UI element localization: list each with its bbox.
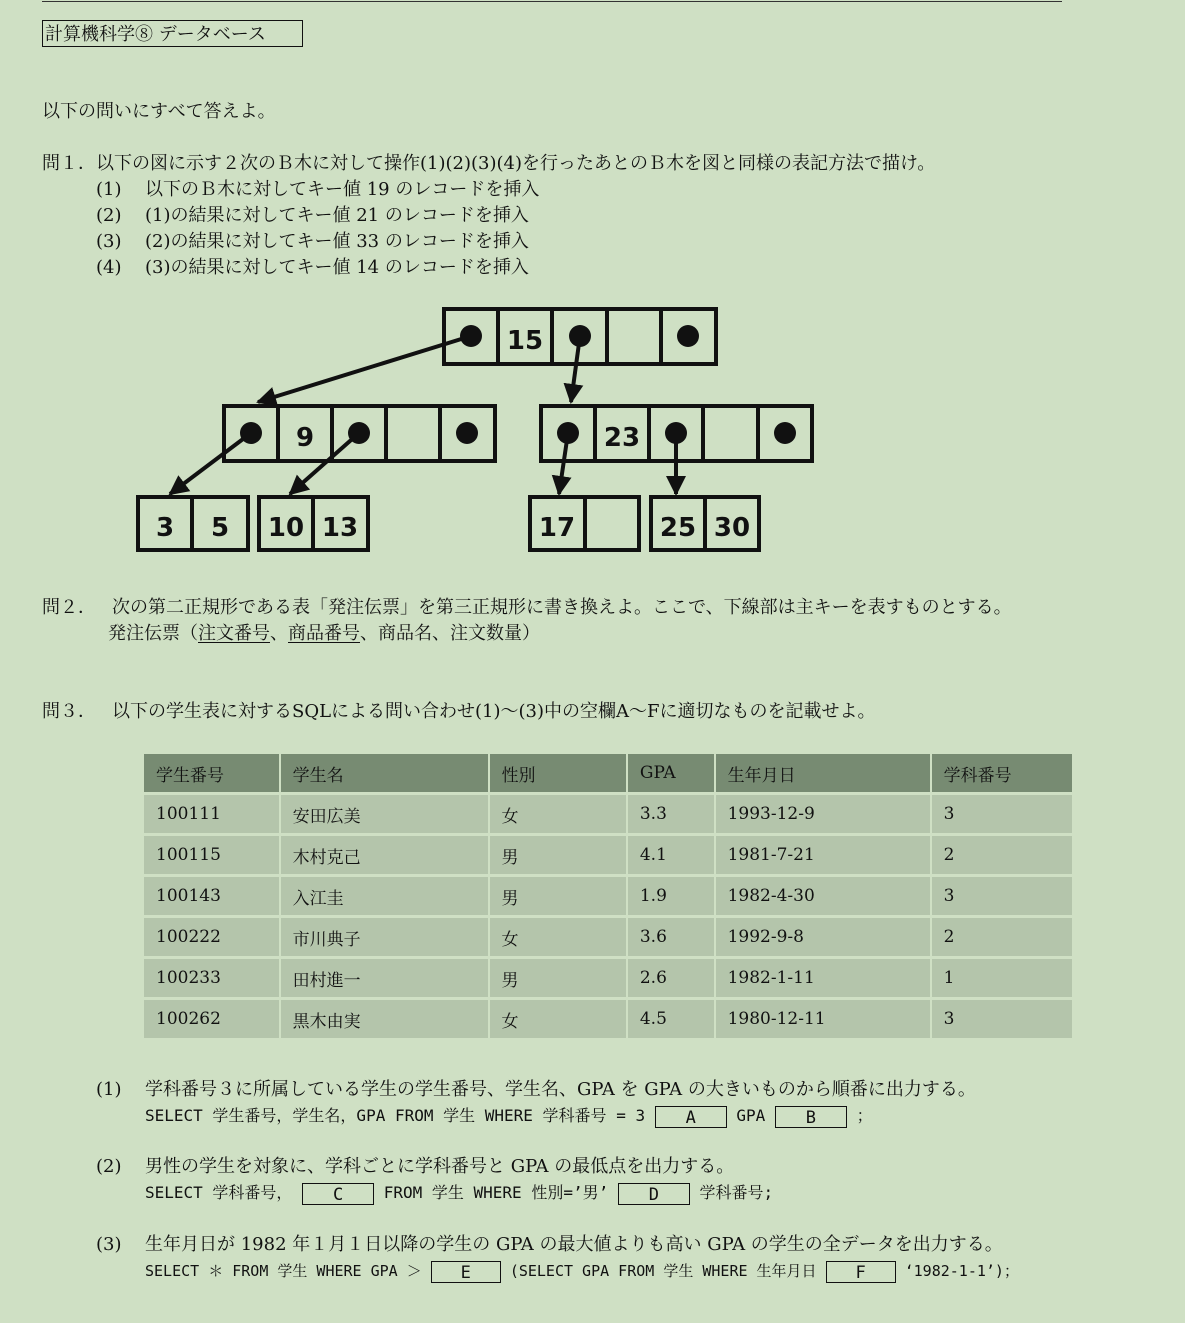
pointer-dot xyxy=(665,422,687,444)
pk-attr-1: 注文番号 xyxy=(198,623,270,644)
cell: 市川典子 xyxy=(281,918,488,956)
node9-key-1: 9 xyxy=(295,423,315,453)
table-row xyxy=(144,959,1072,997)
q2-text: 次の第二正規形である表「発注伝票」を第三正規形に書き換えよ。ここで、下線部は主キーを表すものとする。 xyxy=(112,597,1012,618)
sql1-part2: GPA xyxy=(736,1106,766,1125)
leaf1-key-1: 3 xyxy=(155,513,175,543)
leaf1-key-2: 5 xyxy=(210,513,230,543)
cell: 2 xyxy=(932,918,1072,956)
cell: 2 xyxy=(932,836,1072,874)
cell: 1980-12-11 xyxy=(716,1000,930,1038)
q1-item-1-text: 以下のＢ木に対してキー値 19 のレコードを挿入 xyxy=(145,179,540,200)
cell: 1981-7-21 xyxy=(716,836,930,874)
pk-attr-2: 商品番号 xyxy=(288,623,360,644)
cell: 男 xyxy=(490,836,626,874)
separator: 、 xyxy=(360,623,378,644)
sql2-desc: 男性の学生を対象に、学科ごとに学科番号と GPA の最低点を出力する。 xyxy=(145,1156,735,1177)
cell: 3 xyxy=(932,1000,1072,1038)
relation-close: ） xyxy=(522,623,540,644)
leaf2-key-2: 13 xyxy=(321,513,359,543)
pointer-dot xyxy=(774,422,796,444)
q1-item-4-num: (4) xyxy=(96,257,122,278)
blank-d: D xyxy=(618,1183,690,1205)
cell: 3 xyxy=(932,877,1072,915)
relation-name: 発注伝票 xyxy=(108,623,180,644)
cell: 100111 xyxy=(144,795,279,833)
blank-f: F xyxy=(826,1261,896,1283)
cell: 100233 xyxy=(144,959,279,997)
separator: 、 xyxy=(432,623,450,644)
table-row xyxy=(144,1000,1072,1038)
cell: 1982-4-30 xyxy=(716,877,930,915)
cell: 100262 xyxy=(144,1000,279,1038)
pointer-dot xyxy=(569,325,591,347)
cell: 男 xyxy=(490,959,626,997)
cell: 女 xyxy=(490,918,626,956)
col-header: GPA xyxy=(628,754,714,792)
sql1-desc: 学科番号３に所属している学生の学生番号、学生名、GPA を GPA の大きいものから順番に出力する。 xyxy=(145,1079,976,1100)
sql3-part2: (SELECT GPA FROM 学生 WHERE 生年月日 xyxy=(509,1262,817,1280)
sql3-desc: 生年月日が 1982 年１月１日以降の学生の GPA の最大値よりも高い GPA の学生の全データを出力する。 xyxy=(145,1234,1003,1255)
page-title: 計算機科学⑧ データベース xyxy=(42,20,303,47)
student-table xyxy=(142,751,1074,1041)
separator: 、 xyxy=(270,623,288,644)
leaf3-key-1: 17 xyxy=(538,513,576,543)
cell: 1 xyxy=(932,959,1072,997)
relation-open: （ xyxy=(180,623,198,644)
sql1-num: (1) xyxy=(96,1079,122,1100)
btree-diagram xyxy=(0,0,1185,600)
leaf2-key-1: 10 xyxy=(267,513,305,543)
blank-b: B xyxy=(775,1106,847,1128)
cell: 安田広美 xyxy=(281,795,488,833)
cell: 1992-9-8 xyxy=(716,918,930,956)
cell: 1.9 xyxy=(628,877,714,915)
pointer-dot xyxy=(348,422,370,444)
leaf4-key-2: 30 xyxy=(713,513,751,543)
cell: 100222 xyxy=(144,918,279,956)
cell: 1993-12-9 xyxy=(716,795,930,833)
cell: 入江圭 xyxy=(281,877,488,915)
pointer-dot xyxy=(460,325,482,347)
cell: 男 xyxy=(490,877,626,915)
table-header-row xyxy=(144,754,1072,792)
q3-text: 以下の学生表に対するSQLによる問い合わせ(1)～(3)中の空欄A～Fに適切なものを記載せよ。 xyxy=(112,701,876,722)
cell: 2.6 xyxy=(628,959,714,997)
attr-3: 商品名 xyxy=(378,623,432,644)
intro-text: 以下の問いにすべて答えよ。 xyxy=(42,101,276,122)
cell: 女 xyxy=(490,795,626,833)
pointer-dot xyxy=(456,422,478,444)
btree-edge xyxy=(258,336,471,402)
cell: 4.1 xyxy=(628,836,714,874)
sql2-part3: 学科番号; xyxy=(699,1183,774,1202)
cell: 100115 xyxy=(144,836,279,874)
sql2-part2: FROM 学生 WHERE 性別=’男’ xyxy=(383,1183,609,1202)
q2-num: 問２． xyxy=(42,597,96,618)
q1-text: 問１．以下の図に示す２次のＢ木に対して操作(1)(2)(3)(4)を行ったあとのＢ木を図と同様の表記方法で描け。 xyxy=(42,153,936,174)
sql1-part3: ； xyxy=(856,1106,873,1125)
cell: 田村進一 xyxy=(281,959,488,997)
q3-num: 問３． xyxy=(42,701,96,722)
cell: 黒木由実 xyxy=(281,1000,488,1038)
sql3-part1: SELECT ＊ FROM 学生 WHERE GPA ＞ xyxy=(145,1262,422,1280)
cell: 4.5 xyxy=(628,1000,714,1038)
btree-edge xyxy=(170,433,251,494)
sql3-part3: ‘1982-1-1’)； xyxy=(904,1262,1019,1280)
leaf4-key-1: 25 xyxy=(659,513,697,543)
cell: 3.6 xyxy=(628,918,714,956)
table-row xyxy=(144,918,1072,956)
pointer-dot xyxy=(240,422,262,444)
col-header: 性別 xyxy=(490,754,626,792)
cell: 3.3 xyxy=(628,795,714,833)
cell: 3 xyxy=(932,795,1072,833)
sql3-statement xyxy=(145,1260,1019,1283)
sql2-part1: SELECT 学科番号， xyxy=(145,1183,293,1202)
cell: 木村克己 xyxy=(281,836,488,874)
q2-relation xyxy=(108,623,540,645)
cell: 女 xyxy=(490,1000,626,1038)
blank-c: C xyxy=(302,1183,374,1205)
pointer-dot xyxy=(677,325,699,347)
attr-4: 注文数量 xyxy=(450,623,522,644)
q1-item-1-num: (1) xyxy=(96,179,122,200)
sql2-statement xyxy=(145,1182,773,1205)
q1-item-2-text: (1)の結果に対してキー値 21 のレコードを挿入 xyxy=(145,205,529,226)
table-row xyxy=(144,877,1072,915)
cell: 1982-1-11 xyxy=(716,959,930,997)
blank-a: A xyxy=(655,1106,727,1128)
root-key-1: 15 xyxy=(506,326,544,356)
col-header: 学生名 xyxy=(281,754,488,792)
q1-item-2-num: (2) xyxy=(96,205,122,226)
pointer-dot xyxy=(557,422,579,444)
q1-item-4-text: (3)の結果に対してキー値 14 のレコードを挿入 xyxy=(145,257,529,278)
cell: 100143 xyxy=(144,877,279,915)
sql3-num: (3) xyxy=(96,1234,122,1255)
sql2-num: (2) xyxy=(96,1156,122,1177)
sql1-part1: SELECT 学生番号，学生名，GPA FROM 学生 WHERE 学科番号 = 3 xyxy=(145,1106,646,1125)
sql1-statement xyxy=(145,1105,873,1128)
node23-key-1: 23 xyxy=(603,423,641,453)
table-row xyxy=(144,795,1072,833)
col-header: 学科番号 xyxy=(932,754,1072,792)
q1-item-3-text: (2)の結果に対してキー値 33 のレコードを挿入 xyxy=(145,231,529,252)
q1-item-3-num: (3) xyxy=(96,231,122,252)
col-header: 学生番号 xyxy=(144,754,279,792)
table-row xyxy=(144,836,1072,874)
col-header: 生年月日 xyxy=(716,754,930,792)
blank-e: E xyxy=(431,1261,501,1283)
